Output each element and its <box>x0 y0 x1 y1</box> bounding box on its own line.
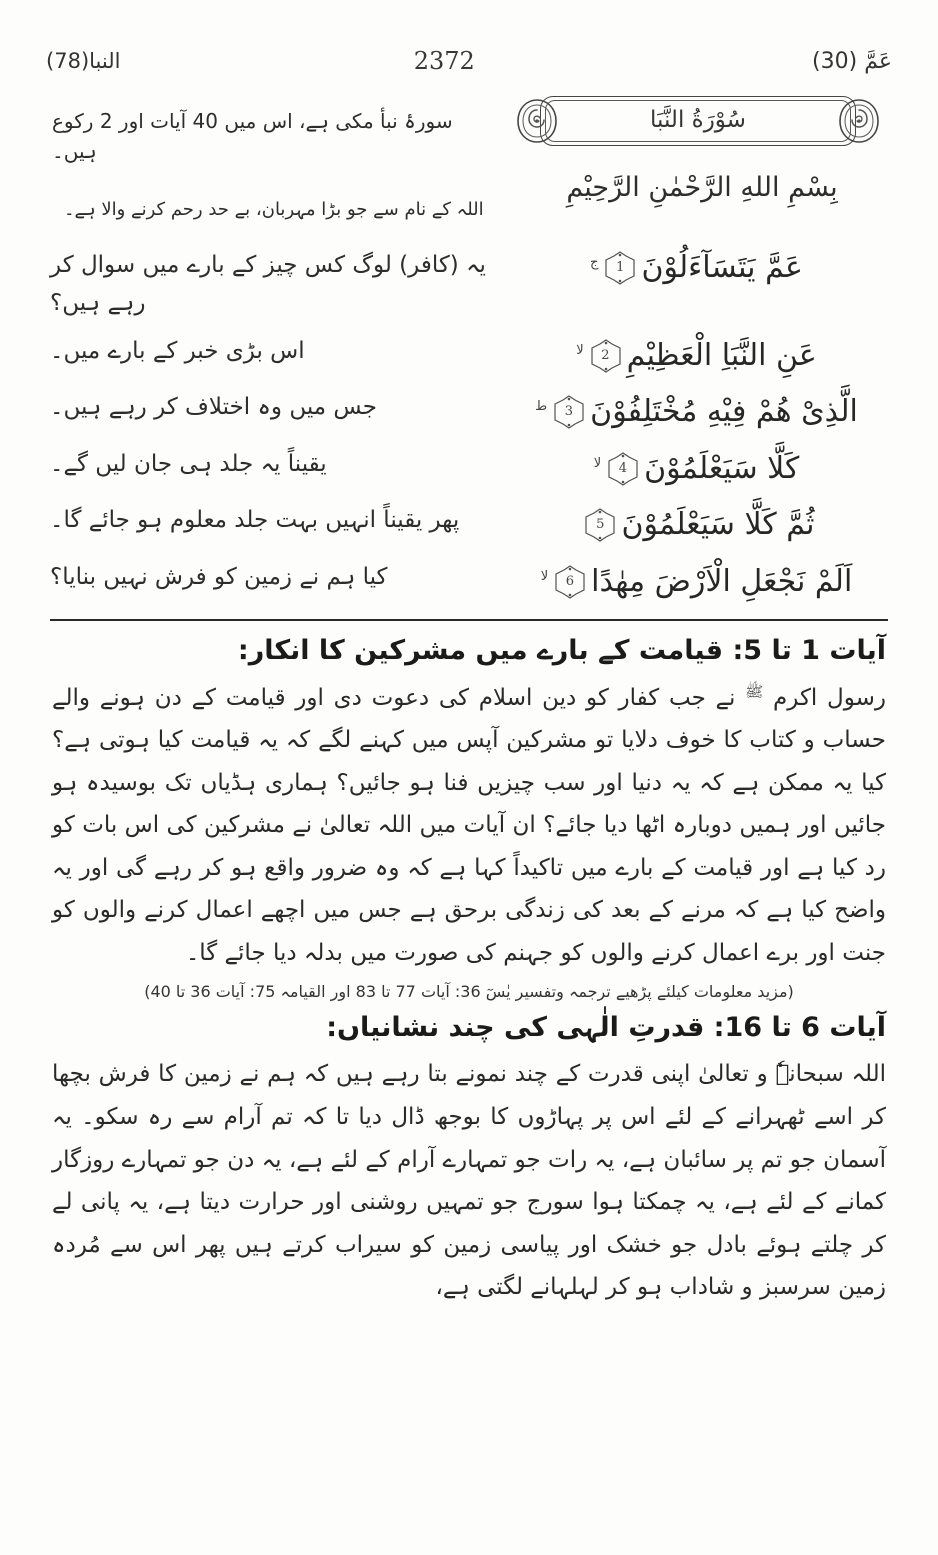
verse-number: 2 <box>601 347 611 363</box>
verse-row <box>46 446 892 493</box>
verse-marker-icon <box>603 251 637 285</box>
surah-intro-line: سورۂ نبأ مکی ہے، اس میں 40 آیات اور 2 رکوع ہیں۔ <box>52 109 453 163</box>
section-body-1 <box>52 677 886 975</box>
section-heading-2: آیات 6 تا 16: قدرتِ الٰہی کی چند نشانیاں: <box>326 1012 886 1044</box>
section-divider <box>50 619 888 621</box>
juz-label: عَمَّ (30) <box>812 48 892 74</box>
pause-mark: لا <box>576 342 584 358</box>
verse-urdu-6: کیا ہم نے زمین کو فرش نہیں بنایا؟ <box>50 563 388 590</box>
verse-urdu-1: یہ (کافر) لوگ کس چیز کے بارے میں سوال کر رہے ہیں؟ <box>50 252 486 316</box>
surah-title: سُوْرَةُ النَّبَا <box>650 106 746 133</box>
verse-marker-icon <box>606 452 640 486</box>
pause-mark: ج <box>590 255 599 270</box>
bismillah-arabic: بِسْمِ اللهِ الرَّحْمٰنِ الرَّحِيْمِ <box>566 172 838 203</box>
verse-number: 1 <box>616 259 625 275</box>
body-text-part2: نے جب کفار کو دین اسلام کی دعوت دی اور قیامت کے دن ہونے والے حساب و کتاب کا خوف دلایا تو مشرکین آپس میں کہنے لگے کہ یہ قیامت کیا ہوتی ہے؟ کیا یہ ممکن ہے کہ یہ دنیا اور سب چیزیں فنا ہو جائیں؟ ہماری ہڈیاں تک بوسیدہ ہو جائیں اور ہمیں دوبارہ اٹھا دیا جائے؟ ان آیات میں اللہ تعالیٰ نے مشرکین کی اس بات کو رد کیا ہے اور قیامت کے بارے میں تاکیداً کہا ہے کہ وہ ضرور واقع ہو کر رہے گی اور یہ واضح کیا ہے کہ مرنے کے بعد کی زندگی برحق ہے جس میں اچھے اعمال کرنے والوں کو جنت اور برے اعمال کرنے والوں کو جہنم کی صورت میں بدلہ دیا جائے گا۔ <box>52 684 886 966</box>
surah-intro-column <box>46 90 502 223</box>
surah-banner-column <box>502 90 892 203</box>
verse-arabic-5 <box>500 502 892 549</box>
reference-note: (مزید معلومات کیلئے پڑھیے ترجمہ وتفسیر یٰسٓ 36: آیات 77 تا 83 اور القیامہ 75: آیات 36 تا 40) <box>144 982 794 1002</box>
rosette-ornament-icon <box>836 98 882 144</box>
verse-arabic-4 <box>500 446 892 493</box>
verse-urdu-2: اس بڑی خبر کے بارے میں۔ <box>50 337 305 364</box>
verse-marker-icon <box>589 339 623 373</box>
verse-number: 5 <box>596 517 605 533</box>
verse-arabic-text: عَمَّ يَتَسَآءَلُوْنَ <box>641 250 803 285</box>
section-body-2: اللہ سبحانہٗ و تعالیٰ اپنی قدرت کے چند نمونے بتا رہے ہیں کہ ہم نے زمین کا فرش بچھا کر اسے ٹھہرانے کے لئے اس پر پہاڑوں کا بوجھ ڈال دیا تا کہ تم آرام سے رہ سکو۔ یہ آسمان جو تم پر سائبان ہے، یہ رات جو تمہارے آرام کے لئے ہے، یہ دن جو تمہارے روزگار کمانے کے لئے ہے، یہ چمکتا ہوا سورج جو تمہیں روشنی اور حرارت دیتا ہے، یہ پانی لے کر چلتے ہوئے بادل جو خشک اور پیاسی زمین کو سیراب کرتے ہیں پھر اس سے مُردہ زمین سرسبز و شاداب ہو کر لہلہانے لگتی ہے، <box>52 1061 886 1301</box>
section-heading-1: آیات 1 تا 5: قیامت کے بارے میں مشرکین کا انکار: <box>237 635 886 667</box>
verse-arabic-text: كَلَّا سَيَعْلَمُوْنَ <box>644 450 800 486</box>
bismillah-translation: اللہ کے نام سے جو بڑا مہربان، بے حد رحم کرنے والا ہے۔ <box>64 199 484 220</box>
rosette-ornament-icon <box>514 98 560 144</box>
pause-mark: لا <box>593 455 602 471</box>
verse-urdu-3: جس میں وہ اختلاف کر رہے ہیں۔ <box>50 394 377 421</box>
verse-row <box>46 502 892 549</box>
verse-marker-icon <box>583 508 617 542</box>
pause-mark: لا <box>540 568 549 584</box>
surah-header-block <box>46 90 892 223</box>
verse-arabic-6 <box>500 559 892 606</box>
sallallahu-alaihi-wasallam-glyph: ﷺ <box>745 681 764 700</box>
pause-mark: ط <box>535 399 548 415</box>
verse-arabic-text: الَّذِىْ هُمْ فِيْهِ مُخْتَلِفُوْنَ <box>590 394 858 430</box>
surah-title-cartouche <box>512 96 884 146</box>
page-number: 2372 <box>413 47 475 75</box>
surah-reference: النبا(78) <box>46 49 121 73</box>
verse-arabic-text: اَلَمْ نَجْعَلِ الْاَرْضَ مِهٰدًا <box>591 563 853 599</box>
verse-arabic-text: ثُمَّ كَلَّا سَيَعْلَمُوْنَ <box>621 507 815 543</box>
body-text-part1: رسول اکرم <box>763 684 886 711</box>
verse-arabic-2 <box>500 333 892 380</box>
verse-number: 4 <box>618 460 628 476</box>
verse-row <box>46 389 892 436</box>
verse-arabic-3 <box>500 389 892 436</box>
verse-row <box>46 333 892 380</box>
verse-number: 6 <box>565 573 575 589</box>
verse-urdu-5: پھر یقیناً انہیں بہت جلد معلوم ہو جائے گا۔ <box>50 507 460 534</box>
verse-marker-icon <box>553 565 587 599</box>
verse-number: 3 <box>564 404 574 420</box>
verse-row <box>46 559 892 606</box>
verse-marker-icon <box>552 395 586 429</box>
verse-row <box>46 245 892 323</box>
verse-arabic-1 <box>500 245 892 292</box>
verse-list <box>46 245 892 605</box>
verse-urdu-4: یقیناً یہ جلد ہی جان لیں گے۔ <box>50 450 327 477</box>
verse-arabic-text: عَنِ النَّبَاِ الْعَظِيْمِ <box>626 337 817 373</box>
running-head <box>46 44 892 78</box>
